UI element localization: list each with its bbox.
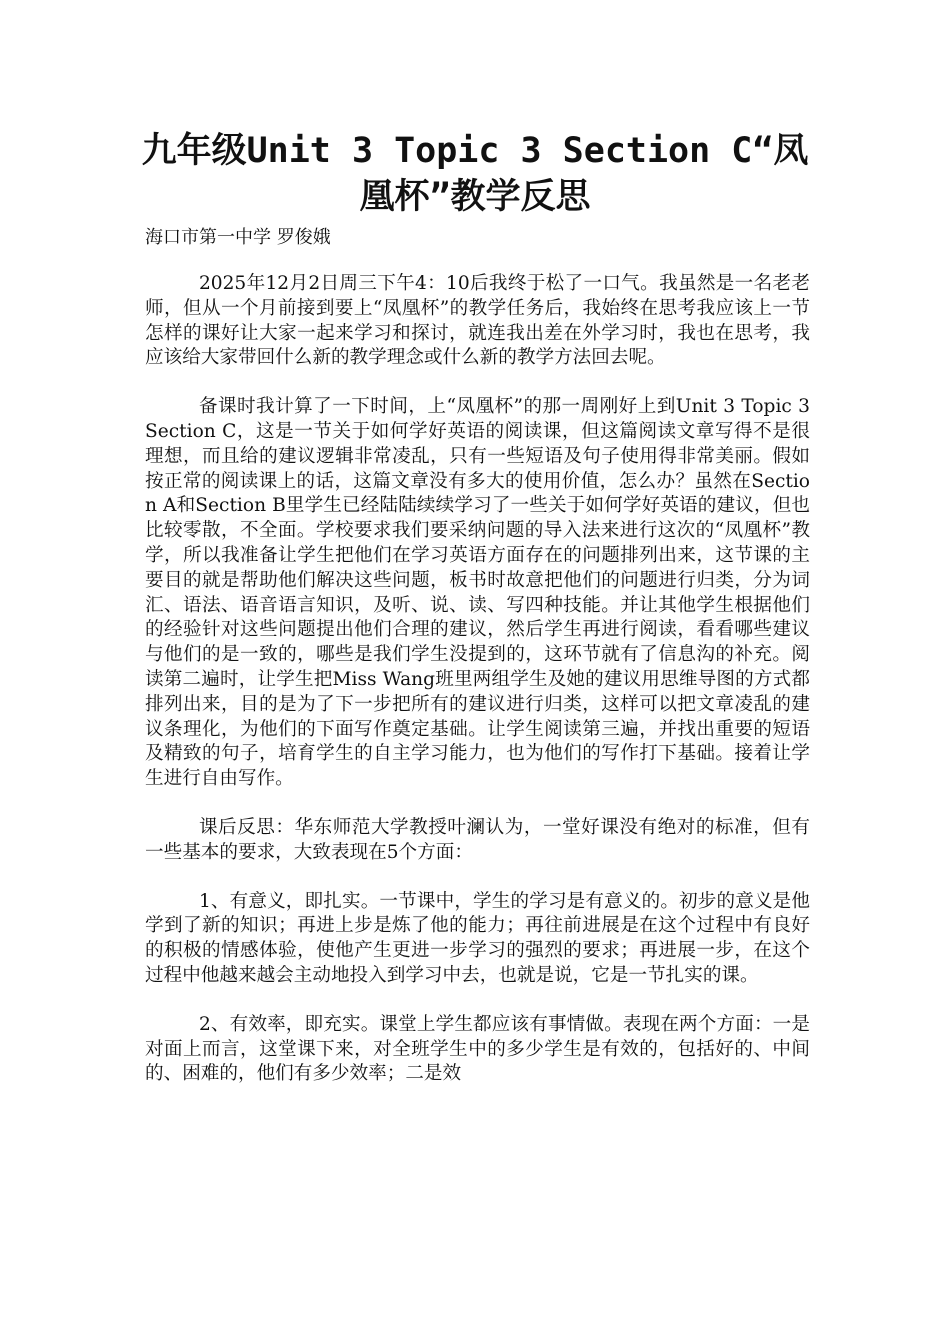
paragraph-5: 2、有效率，即充实。课堂上学生都应该有事情做。表现在两个方面：一是对面上而言，这堂课下来，对全班学生中的多少学生是有效的，包括好的、中间的、困难的，他们有多少效率；二是效	[145, 1013, 810, 1085]
paragraph-4: 1、有意义，即扎实。一节课中，学生的学习是有意义的。初步的意义是他学到了新的知识；再进上步是炼了他的能力；再往前进展是在这个过程中有良好的积极的情感体验，使他产生更进一步学习的强烈的要求；再进展一步，在这个过程中他越来越会主动地投入到学习中去，也就是说，它是一节扎实的课。	[145, 890, 810, 986]
paragraph-3: 课后反思：华东师范大学教授叶澜认为，一堂好课没有绝对的标准，但有一些基本的要求，大致表现在5个方面：	[145, 816, 810, 863]
author-line: 海口市第一中学 罗俊娥	[145, 227, 331, 248]
document-title: 九年级Unit 3 Topic 3 Section C“凤凰杯”教学反思	[141, 131, 809, 217]
document-body	[145, 272, 810, 1111]
paragraph-1: 2025年12月2日周三下午4：10后我终于松了一口气。我虽然是一名老老师，但从一个月前接到要上“凤凰杯”的教学任务后，我始终在思考我应该上一节怎样的课好让大家一起来学习和探讨，就连我出差在外学习时，我也在思考，我应该给大家带回什么新的教学理念或什么新的教学方法回去呢。	[145, 273, 810, 369]
paragraph-2: 备课时我计算了一下时间，上“凤凰杯”的那一周刚好上到Unit 3 Topic 3 Section C，这是一节关于如何学好英语的阅读课，但这篇阅读文章写得不是很理想，而且给的建议逻辑非常凌乱，只有一些短语及句子使用得非常美丽。假如按正常的阅读课上的话，这篇文章没有多大的使用价值，怎么办？虽然在Section A和Section B里学生已经陆陆续续学习了一些关于如何学好英语的建议，但也比较零散，不全面。学校要求我们要采纳问题的导入法来进行这次的“凤凰杯”教学，所以我准备让学生把他们在学习英语方面存在的问题排列出来，这节课的主要目的就是帮助他们解决这些问题，板书时故意把他们的问题进行归类，分为词汇、语法、语音语言知识，及听、说、读、写四种技能。并让其他学生根据他们的经验针对这些问题提出他们合理的建议，然后学生再进行阅读，看看哪些建议与他们的是一致的，哪些是我们学生没提到的，这环节就有了信息沟的补充。阅读第二遍时，让学生把Miss Wang班里两组学生及她的建议用思维导图的方式都排列出来，目的是为了下一步把所有的建议进行归类，这样可以把文章凌乱的建议条理化，为他们的下面写作奠定基础。让学生阅读第三遍，并找出重要的短语及精致的句子，培育学生的自主学习能力，也为他们的写作打下基础。接着让学生进行自由写作。	[145, 396, 810, 790]
